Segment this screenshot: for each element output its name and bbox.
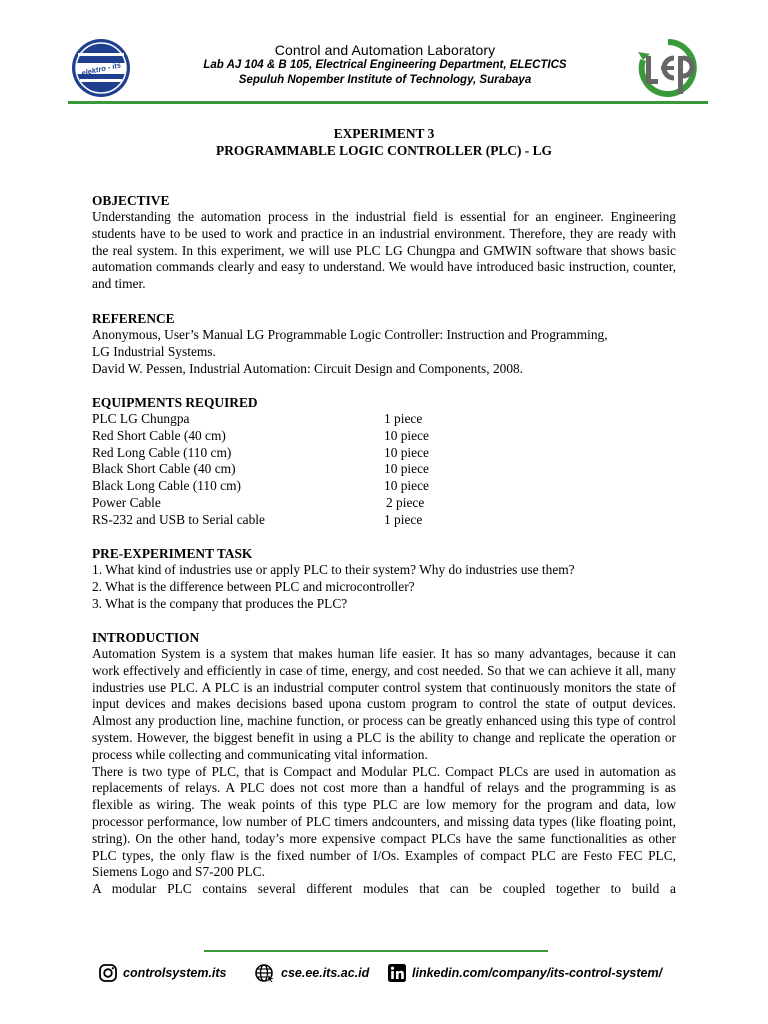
equipment-qty: 10 piece: [384, 427, 429, 443]
introduction-heading: INTRODUCTION: [92, 630, 200, 645]
instagram-icon: [98, 963, 118, 983]
experiment-number: EXPERIMENT 3: [333, 126, 435, 141]
reference-section: [92, 310, 676, 377]
footer-website[interactable]: [254, 962, 369, 984]
equipment-qty: 10 piece: [384, 478, 429, 494]
task-item: 2. What is the difference between PLC and microcontroller?: [92, 578, 415, 594]
introduction-section: [92, 629, 676, 898]
equipment-name: Black Long Cable (110 cm): [92, 478, 241, 494]
equipments-heading: EQUIPMENTS REQUIRED: [92, 395, 258, 410]
equipment-row: [92, 461, 676, 478]
lab-name: Control and Automation Laboratory: [274, 42, 496, 58]
equipment-name: Red Short Cable (40 cm): [92, 427, 226, 443]
globe-icon: [254, 963, 276, 983]
reference-item: LG Industrial Systems.: [92, 343, 216, 359]
equipment-name: Power Cable: [92, 494, 161, 510]
equipment-name: Red Long Cable (110 cm): [92, 444, 232, 460]
instagram-handle[interactable]: controlsystem.its: [123, 966, 227, 980]
equipment-name: Black Short Cable (40 cm): [92, 461, 236, 477]
footer-linkedin[interactable]: [387, 962, 662, 984]
experiment-title: PROGRAMMABLE LOGIC CONTROLLER (PLC) - LG: [216, 143, 552, 158]
elektro-its-logo: [70, 37, 132, 99]
equipments-section: [92, 394, 676, 529]
equipment-qty: 1 piece: [384, 411, 423, 426]
equipment-row: [92, 411, 676, 428]
task-item: 3. What is the company that produces the PLC?: [92, 595, 348, 611]
footer-divider: [204, 950, 548, 952]
equipment-row: [92, 478, 676, 495]
equipment-row: [92, 428, 676, 445]
equipment-qty: 10 piece: [384, 461, 429, 477]
introduction-paragraph: A modular PLC contains several different modules that can be coupled together to build a: [92, 881, 676, 897]
reference-heading: REFERENCE: [92, 311, 175, 326]
introduction-paragraph: There is two type of PLC, that is Compact and Modular PLC. Compact PLCs are used in automation as replacements of relays. A PLC does not cost more than a handful of relays and the programming is as flexible as wiring. The weak points of this type PLC are low memory for the program and data, low processor performance, low number of PLC timers andcounters, and missing data types (like floating point, string). On the other hand, today’s more expensive compact PLCs have the same functionalities as other PLC types, the only flaw is the fixed number of I/Os. Examples of compact PLC are Festo FEC PLC, Siemens Logo and S7-200 PLC.: [92, 763, 676, 880]
objective-heading: OBJECTIVE: [92, 193, 170, 208]
equipment-name: PLC LG Chungpa: [92, 411, 190, 426]
objective-text: Understanding the automation process in the industrial field is essential for an engineer. Engineering students have to be used to work and practice in an industrial environment. Therefore, they are ready with the real system. In this experiment, we will use PLC LG Chungpa and GMWIN software that shows basic automation commands clearly and easy to understand. We would have introduced basic instruction, counter, and timer.: [92, 209, 676, 292]
equipment-qty: 2 piece: [386, 494, 425, 510]
task-item: 1. What kind of industries use or apply PLC to their system? Why do industries use them?: [92, 562, 575, 577]
reference-item: David W. Pessen, Industrial Automation: Circuit Design and Components, 2008.: [92, 360, 524, 376]
equipment-qty: 10 piece: [384, 444, 429, 460]
linkedin-icon: [387, 963, 407, 983]
pre-experiment-section: [92, 545, 676, 612]
website-url[interactable]: cse.ee.its.ac.id: [281, 966, 370, 980]
left-logo-text: elektro - its: [80, 60, 122, 78]
pre-experiment-heading: PRE-EXPERIMENT TASK: [92, 546, 253, 561]
header-divider: [68, 101, 708, 104]
equipment-qty: 1 piece: [384, 511, 423, 527]
lab-address: Lab AJ 104 & B 105, Electrical Engineering Department, ELECTICS: [203, 59, 567, 71]
reference-item: Anonymous, User’s Manual LG Programmable Logic Controller: Instruction and Programming,: [92, 327, 608, 342]
footer-instagram[interactable]: [98, 962, 227, 984]
equipment-row: [92, 495, 676, 512]
introduction-paragraph: Automation System is a system that makes human life easier. It has so many advantages, because it can work effectively and efficiently in case of time, energy, and cost needed. So that we can achieve it all, many industries use PLC. A PLC is an industrial computer control system that continuously monitors the state of input devices and makes decisions based upona custom program to control the state of output devices. Almost any production line, machine function, or process can be greatly enhanced using this type of control system. However, the biggest benefit in using a PLC is the ability to change and replicate the operation or process while collecting and communicating vital information.: [92, 646, 676, 762]
objective-section: [92, 192, 676, 293]
equipment-row: [92, 445, 676, 462]
equipment-name: RS-232 and USB to Serial cable: [92, 511, 265, 527]
equipment-row: [92, 512, 676, 529]
control-lab-logo: [634, 38, 702, 98]
linkedin-url[interactable]: linkedin.com/company/its-control-system/: [412, 966, 663, 980]
institute-name: Sepuluh Nopember Institute of Technology, Surabaya: [238, 74, 532, 86]
